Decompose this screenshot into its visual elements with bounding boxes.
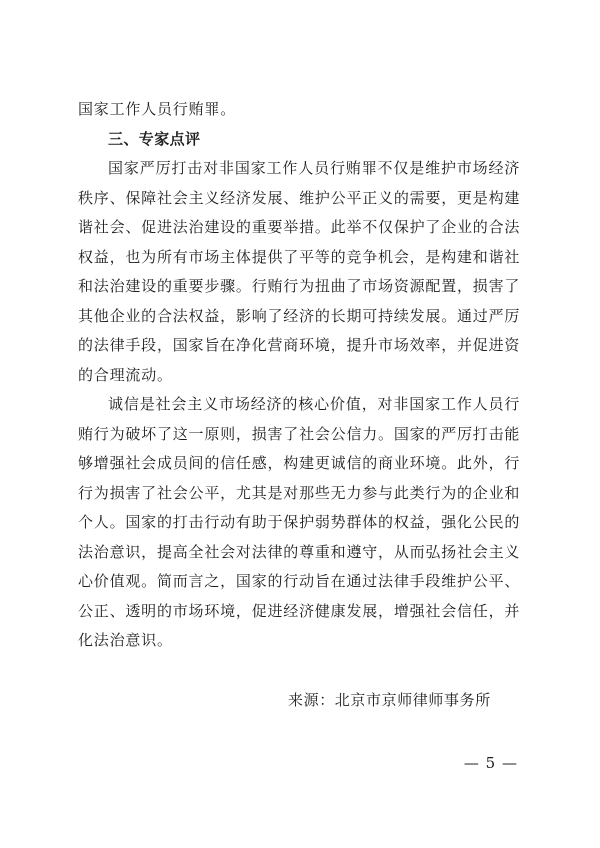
paragraph-line: 谐社会、促进法治建设的重要举措。此举不仅保护了企业的合法 [78, 218, 520, 236]
source-attribution: 来源：北京市京师律师事务所 [288, 691, 491, 709]
paragraph-line: 权益，也为所有市场主体提供了平等的竞争机会，是构建和谐社 [78, 247, 520, 266]
page-number: — 5 — [463, 754, 518, 772]
section-heading: 三、专家点评 [108, 129, 201, 148]
paragraph-line: 的合理流动。 [78, 365, 173, 384]
paragraph-line: 秩序、保障社会主义经济发展、维护公平正义的需要，更是构建 [78, 188, 520, 207]
paragraph-line: 够增强社会成员间的信任感，构建更诚信的商业环境。此外，行 [78, 454, 520, 472]
paragraph-line: 个人。国家的打击行动有助于保护弱势群体的权益，强化公民的 [78, 513, 520, 531]
continuation-line: 国家工作人员行贿罪。 [78, 100, 237, 118]
paragraph-line: 的法律手段，国家旨在净化营商环境，提升市场效率，并促进资 [78, 336, 520, 354]
paragraph-line: 心价值观。简而言之，国家的行动旨在通过法律手段维护公平、 [78, 572, 520, 590]
paragraph-line: 诚信是社会主义市场经济的核心价值，对非国家工作人员行 [108, 395, 520, 413]
paragraph-line: 化法治意识。 [78, 631, 173, 649]
paragraph-line: 公正、透明的市场环境，促进经济健康发展，增强社会信任，并 [78, 601, 520, 620]
paragraph-line: 行为损害了社会公平，尤其是对那些无力参与此类行为的企业和 [78, 483, 520, 502]
paragraph-line: 国家严厉打击对非国家工作人员行贿罪不仅是维护市场经济 [108, 159, 520, 177]
paragraph-line: 法治意识，提高全社会对法律的尊重和遵守，从而弘扬社会主义 [78, 542, 520, 561]
paragraph-expert-review-1 [78, 154, 520, 390]
document-body [78, 95, 520, 656]
paragraph-line: 其他企业的合法权益，影响了经济的长期可持续发展。通过严厉 [78, 306, 520, 325]
paragraph-line: 贿行为破坏了这一原则，损害了社会公信力。国家的严厉打击能 [78, 424, 520, 443]
paragraph-line: 和法治建设的重要步骤。行贿行为扭曲了市场资源配置，损害了 [78, 277, 520, 295]
paragraph-expert-review-2 [78, 390, 520, 656]
